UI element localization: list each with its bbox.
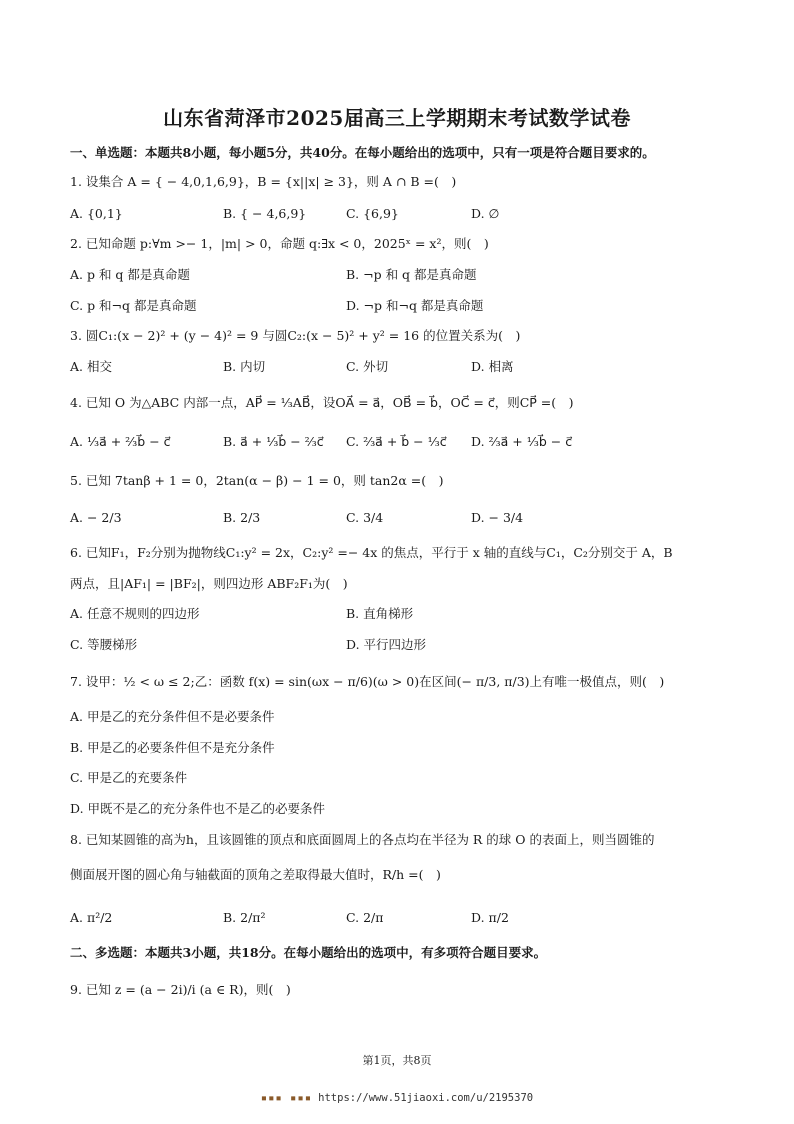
question-2-stem: 2. 已知命题 p:∀m >− 1，|m| > 0，命题 q:∃x < 0，2025ˣ = x²，则( ): [70, 236, 489, 251]
q3-option-a: A. 相交: [70, 359, 112, 374]
q1-option-b: B. { − 4,6,9}: [223, 206, 307, 221]
q6-option-a: A. 任意不规则的四边形: [70, 606, 200, 621]
question-8-stem-line-1: 8. 已知某圆锥的高为h，且该圆锥的顶点和底面圆周上的各点均在半径为 R 的球 O 的表面上，则当圆锥的: [70, 832, 655, 847]
q8-option-d: D. π/2: [471, 910, 509, 925]
q2-option-d: D. ¬p 和¬q 都是真命题: [346, 298, 484, 313]
question-5-stem: 5. 已知 7tanβ + 1 = 0，2tan(α − β) − 1 = 0，则 tan2α =( ): [70, 473, 444, 488]
watermark-url: https://www.51jiaoxi.com/u/2195370: [318, 1092, 534, 1104]
question-3-stem: 3. 圆C₁:(x − 2)² + (y − 4)² = 9 与圆C₂:(x − 5)² + y² = 16 的位置关系为( ): [70, 328, 521, 343]
page-number: 第1页，共8页: [362, 1054, 432, 1067]
q4-option-d: D. ⅔a⃗ + ⅓b⃗ − c⃗: [471, 434, 573, 449]
question-8-stem-line-2: 侧面展开图的圆心角与轴截面的顶角之差取得最大值时，R/h =( ): [70, 867, 441, 882]
q7-option-a: A. 甲是乙的充分条件但不是必要条件: [70, 709, 275, 724]
q3-option-b: B. 内切: [223, 359, 266, 374]
question-9-stem: 9. 已知 z = (a − 2i)/i (a ∈ R)，则( ): [70, 982, 291, 997]
q1-option-c: C. {6,9}: [346, 206, 399, 221]
q4-option-c: C. ⅔a⃗ + b⃗ − ⅓c⃗: [346, 434, 447, 449]
q5-option-c: C. 3/4: [346, 510, 384, 525]
q2-option-a: A. p 和 q 都是真命题: [70, 267, 190, 282]
q1-option-a: A. {0,1}: [70, 206, 123, 221]
q5-option-b: B. 2/3: [223, 510, 261, 525]
q1-option-d: D. ∅: [471, 206, 500, 221]
question-6-stem-line-1: 6. 已知F₁，F₂分别为抛物线C₁:y² = 2x，C₂:y² =− 4x 的焦点，平行于 x 轴的直线与C₁，C₂分别交于 A，B: [70, 545, 673, 560]
q3-option-c: C. 外切: [346, 359, 389, 374]
watermark: [0, 1092, 794, 1104]
q6-option-b: B. 直角梯形: [346, 606, 414, 621]
q8-option-c: C. 2/π: [346, 910, 384, 925]
q7-option-d: D. 甲既不是乙的充分条件也不是乙的必要条件: [70, 801, 326, 816]
q2-option-b: B. ¬p 和 q 都是真命题: [346, 267, 477, 282]
section-1-header: 一、单选题：本题共8小题，每小题5分，共40分。在每小题给出的选项中，只有一项是符合题目要求的。: [70, 145, 655, 160]
q8-option-b: B. 2/π²: [223, 910, 266, 925]
q4-option-b: B. a⃗ + ⅓b⃗ − ⅔c⃗: [223, 434, 324, 449]
q6-option-c: C. 等腰梯形: [70, 637, 138, 652]
q5-option-d: D. − 3/4: [471, 510, 524, 525]
q6-option-d: D. 平行四边形: [346, 637, 427, 652]
q2-option-c: C. p 和¬q 都是真命题: [70, 298, 197, 313]
question-6-stem-line-2: 两点，且|AF₁| = |BF₂|，则四边形 ABF₂F₁为( ): [70, 576, 348, 591]
watermark-logo: ▪▪▪ ▪▪▪: [260, 1092, 313, 1104]
q7-option-c: C. 甲是乙的充要条件: [70, 770, 188, 785]
q7-option-b: B. 甲是乙的必要条件但不是充分条件: [70, 740, 275, 755]
section-2-header: 二、多选题：本题共3小题，共18分。在每小题给出的选项中，有多项符合题目要求。: [70, 945, 547, 960]
q8-option-a: A. π²/2: [70, 910, 113, 925]
page-title: 山东省菏泽市2025届高三上学期期末考试数学试卷: [163, 106, 631, 130]
question-1-stem: 1. 设集合 A = { − 4,0,1,6,9}，B = {x||x| ≥ 3}，则 A ∩ B =( ): [70, 174, 457, 189]
question-4-stem: 4. 已知 O 为△ABC 内部一点，AP⃗ = ⅓AB⃗，设OA⃗ = a⃗，OB⃗ = b⃗，OC⃗ = c⃗，则CP⃗ =( ): [70, 395, 574, 410]
q3-option-d: D. 相离: [471, 359, 514, 374]
q5-option-a: A. − 2/3: [70, 510, 122, 525]
q4-option-a: A. ⅓a⃗ + ⅔b⃗ − c⃗: [70, 434, 171, 449]
question-7-stem: 7. 设甲：½ < ω ≤ 2;乙：函数 f(x) = sin(ωx − π/6)(ω > 0)在区间(− π/3, π/3)上有唯一极值点，则( ): [70, 674, 665, 689]
